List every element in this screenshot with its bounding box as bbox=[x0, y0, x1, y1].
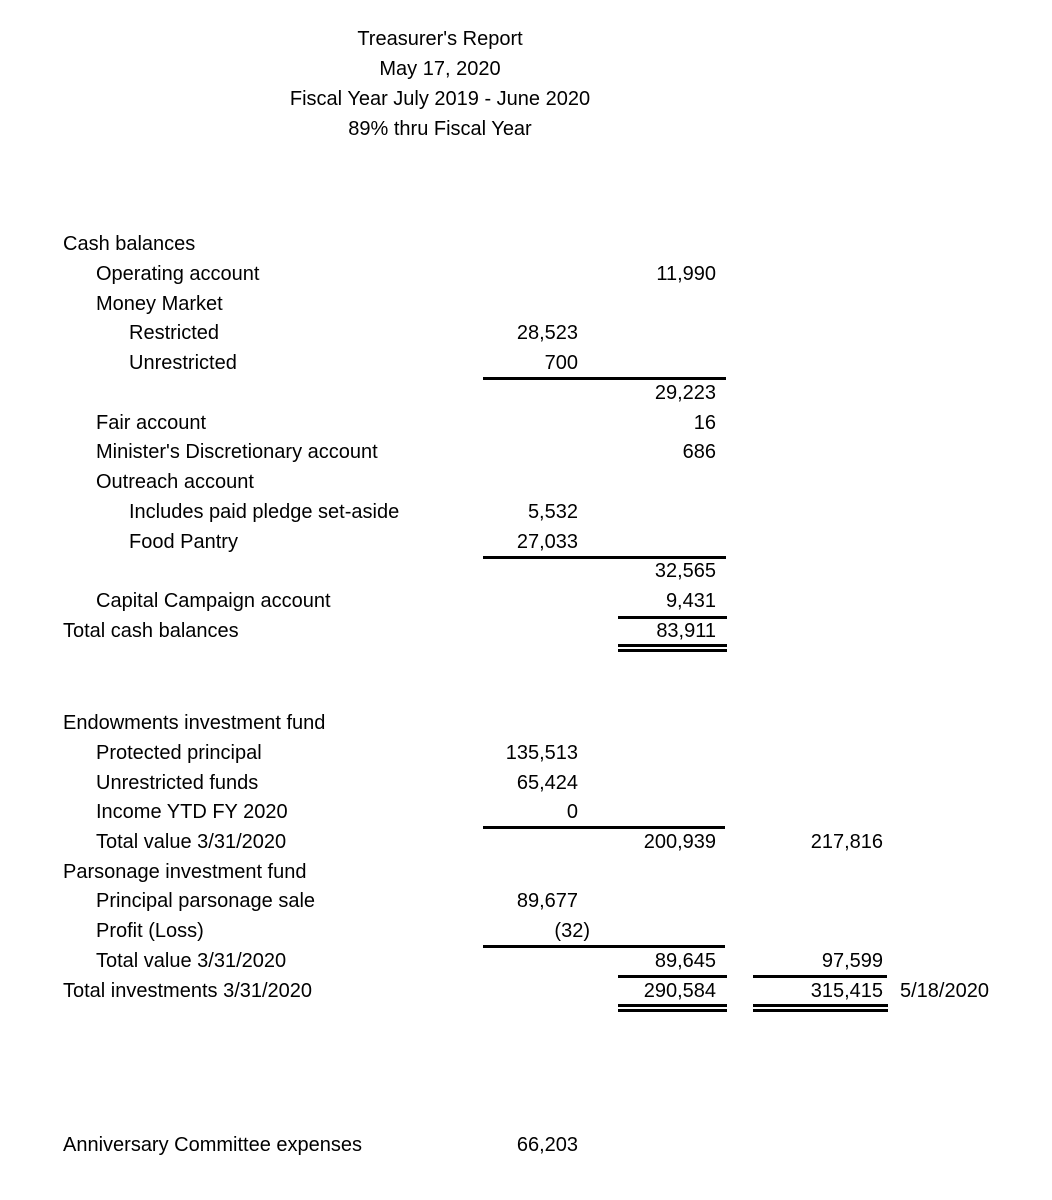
sum-rule-endowments bbox=[483, 826, 725, 829]
row-amount: 89,677 bbox=[516, 890, 578, 912]
subtotal-amount: 29,223 bbox=[654, 382, 716, 404]
row-amount: 700 bbox=[544, 352, 578, 374]
row-amount: 135,513 bbox=[505, 742, 578, 764]
sum-rule-parsonage bbox=[483, 945, 725, 948]
comparison-amount: 217,816 bbox=[810, 831, 883, 853]
row-label: Minister's Discretionary account bbox=[96, 441, 378, 463]
row-parsonage-total-value bbox=[0, 949, 1052, 975]
row-income-ytd bbox=[0, 800, 1052, 826]
row-anniversary-committee-expenses bbox=[0, 1133, 1052, 1159]
row-parsonage-fund-header bbox=[0, 860, 1052, 886]
row-capital-campaign-account bbox=[0, 589, 1052, 615]
valuation-date: 5/18/2020 bbox=[900, 980, 989, 1002]
row-unrestricted bbox=[0, 351, 1052, 377]
total-amount: 89,645 bbox=[654, 950, 716, 972]
row-label: Protected principal bbox=[96, 742, 262, 764]
row-label: Total value 3/31/2020 bbox=[96, 950, 287, 972]
row-money-market-header bbox=[0, 292, 1052, 318]
row-endowments-total-value bbox=[0, 830, 1052, 856]
total-label: Total cash balances bbox=[63, 620, 239, 642]
section-label: Endowments investment fund bbox=[63, 712, 326, 734]
row-restricted bbox=[0, 321, 1052, 347]
row-amount: 0 bbox=[566, 801, 578, 823]
row-label: Unrestricted bbox=[129, 352, 237, 374]
row-outreach-account-header bbox=[0, 470, 1052, 496]
row-amount: 27,033 bbox=[516, 531, 578, 553]
row-paid-pledge-set-aside bbox=[0, 500, 1052, 526]
section-label: Cash balances bbox=[63, 233, 196, 255]
row-amount: 11,990 bbox=[656, 263, 716, 285]
sum-rule-investments-col2 bbox=[618, 975, 727, 978]
report-title: Treasurer's Report bbox=[357, 28, 523, 50]
row-amount: 66,203 bbox=[516, 1134, 578, 1156]
row-label: Fair account bbox=[96, 412, 207, 434]
row-endowments-fund-header bbox=[0, 711, 1052, 737]
row-cash-balances-header bbox=[0, 232, 1052, 258]
row-label: Anniversary Committee expenses bbox=[63, 1134, 363, 1156]
double-rule-cash-total bbox=[618, 644, 727, 652]
row-label: Total value 3/31/2020 bbox=[96, 831, 287, 853]
subtotal-amount: 32,565 bbox=[654, 560, 716, 582]
report-date: May 17, 2020 bbox=[379, 58, 501, 80]
row-label: Includes paid pledge set-aside bbox=[129, 501, 400, 523]
row-unrestricted-funds bbox=[0, 771, 1052, 797]
row-profit-loss bbox=[0, 919, 1052, 945]
total-amount: 290,584 bbox=[643, 980, 716, 1002]
double-rule-investments-col2 bbox=[618, 1004, 727, 1012]
row-amount: 686 bbox=[682, 441, 716, 463]
row-amount: (32) bbox=[554, 920, 590, 942]
sum-rule-investments-col3 bbox=[753, 975, 887, 978]
row-amount: 5,532 bbox=[527, 501, 578, 523]
total-amount: 200,939 bbox=[643, 831, 716, 853]
fiscal-year-progress: 89% thru Fiscal Year bbox=[348, 118, 532, 140]
row-amount: 65,424 bbox=[516, 772, 578, 794]
row-label: Operating account bbox=[96, 263, 260, 285]
row-label: Capital Campaign account bbox=[96, 590, 331, 612]
comparison-amount: 97,599 bbox=[821, 950, 883, 972]
row-label: Profit (Loss) bbox=[96, 920, 204, 942]
report-title-block bbox=[0, 24, 880, 144]
comparison-amount: 315,415 bbox=[810, 980, 883, 1002]
row-outreach-subtotal bbox=[0, 559, 1052, 585]
row-operating-account bbox=[0, 262, 1052, 288]
row-total-cash-balances bbox=[0, 619, 1052, 645]
row-total-investments bbox=[0, 979, 1052, 1005]
total-label: Total investments 3/31/2020 bbox=[63, 980, 313, 1002]
row-label: Unrestricted funds bbox=[96, 772, 259, 794]
row-label: Food Pantry bbox=[129, 531, 238, 553]
row-label: Income YTD FY 2020 bbox=[96, 801, 288, 823]
row-label: Outreach account bbox=[96, 471, 254, 493]
row-label: Principal parsonage sale bbox=[96, 890, 316, 912]
row-food-pantry bbox=[0, 530, 1052, 556]
total-amount: 83,911 bbox=[656, 620, 716, 642]
double-rule-investments-col3 bbox=[753, 1004, 888, 1012]
fiscal-year-range: Fiscal Year July 2019 - June 2020 bbox=[289, 88, 591, 110]
row-amount: 16 bbox=[693, 412, 716, 434]
row-money-market-subtotal bbox=[0, 381, 1052, 407]
row-amount: 9,431 bbox=[665, 590, 716, 612]
section-label: Parsonage investment fund bbox=[63, 861, 307, 883]
row-fair-account bbox=[0, 411, 1052, 437]
row-label: Money Market bbox=[96, 293, 223, 315]
row-amount: 28,523 bbox=[516, 322, 578, 344]
row-protected-principal bbox=[0, 741, 1052, 767]
row-ministers-discretionary-account bbox=[0, 440, 1052, 466]
row-label: Restricted bbox=[129, 322, 220, 344]
sum-rule-money-market bbox=[483, 377, 726, 380]
row-principal-parsonage-sale bbox=[0, 889, 1052, 915]
